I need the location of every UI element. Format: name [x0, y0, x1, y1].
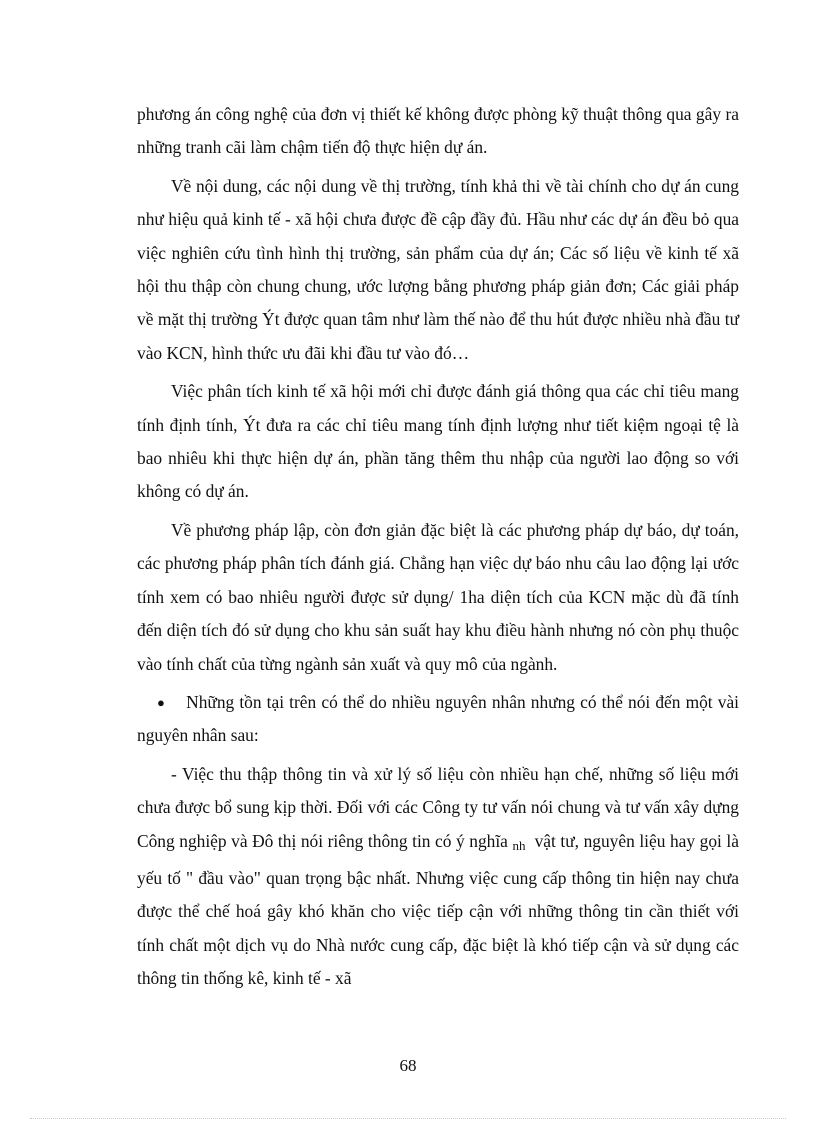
bullet-text: Những tồn tại trên có thể do nhiều nguyên nhân nhưng có thể nói đến một vài nguyên nhân sau:: [137, 691, 740, 746]
paragraph-information-part2: vật tư, nguyên liệu hay gọi là yếu tố " đầu vào" quan trọng bậc nhất. Nhưng việc cung cấp thông tin hiện nay chưa được thể chế hoá gây khó khăn cho việc tiếp cận với những thông tin cần thiết với tính chất một dịch vụ do Nhà nước cung cấp, đặc biệt là khó tiếp cận và sử dụng các thông tin thống kê, kinh tế - xã: [137, 830, 739, 989]
paragraph-information: [137, 758, 739, 996]
paragraph-information-part1: - Việc thu thập thông tin và xử lý số liệu còn nhiều hạn chế, những số liệu mới chưa được bổ sung kịp thời. Đối với các Công ty tư vấn nói chung và tư vấn xây dựng Công nghiệp và Đô thị nói riêng thông tin có ý nghĩa: [137, 763, 739, 851]
paragraph-method: Về phương pháp lập, còn đơn giản đặc biệt là các phương pháp dự báo, dự toán, các phương pháp phân tích đánh giá. Chẳng hạn việc dự báo nhu câu lao động lại ước tính xem có bao nhiêu người được sử dụng/ 1ha diện tích của KCN mặc dù đã tính đến diện tích đó sử dụng cho khu sản suất hay khu điều hành nhưng nó còn phụ thuộc vào tính chất của từng ngành sản xuất và quy mô của ngành.: [137, 519, 739, 674]
body-text: [137, 98, 739, 1001]
bullet-paragraph: [137, 686, 739, 753]
small-text-fragment: nh: [512, 837, 526, 853]
page-number: 68: [399, 1056, 417, 1075]
bullet-icon: ●: [157, 694, 166, 710]
paragraph-socioeconomic: Việc phân tích kinh tế xã hội mới chỉ được đánh giá thông qua các chỉ tiêu mang tính định tính, Ýt đưa ra các chỉ tiêu mang tính định lượng như tiết kiệm ngoại tệ là bao nhiêu khi thực hiện dự án, phần tăng thêm thu nhập của người lao động so với không có dự án.: [137, 381, 739, 502]
paragraph-continued: phương án công nghệ của đơn vị thiết kế không được phòng kỹ thuật thông qua gây ra những tranh cãi làm chậm tiến độ thực hiện dự án.: [137, 104, 739, 158]
page-bottom-divider: [30, 1118, 786, 1119]
paragraph-content: Về nội dung, các nội dung về thị trường, tính khả thi về tài chính cho dự án cung như hiệu quả kinh tế - xã hội chưa được đề cập đầy đủ. Hầu như các dự án đều bỏ qua việc nghiên cứu tình hình thị trường, sản phẩm của dự án; Các số liệu về kinh tế xã hội thu thập còn chung chung, ước lượng bằng phương pháp giản đơn; Các giải pháp về mặt thị trường Ýt được quan tâm như làm thế nào để thu hút được nhiều nhà đầu tư vào KCN, hình thức ưu đãi khi đầu tư vào đó…: [137, 175, 739, 363]
